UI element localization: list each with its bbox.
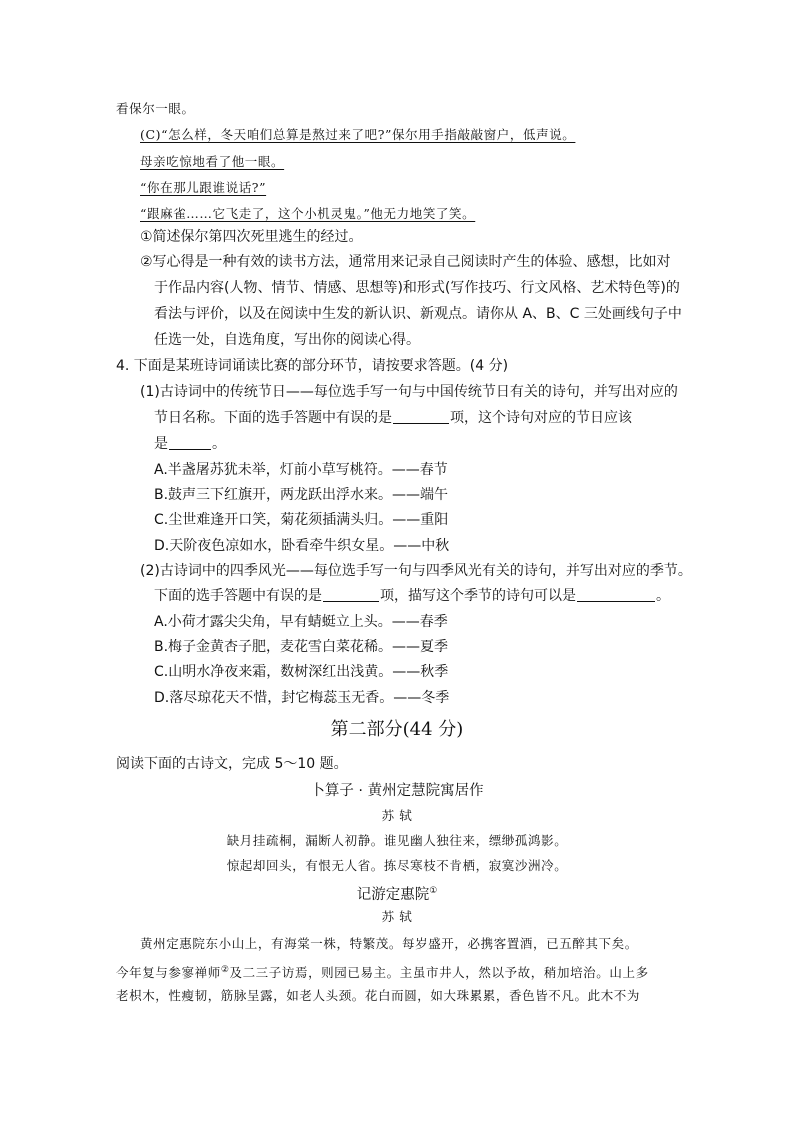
question-4-stem: 4. 下面是某班诗词诵读比赛的部分环节，请按要求答题。(4 分) bbox=[116, 358, 509, 374]
passage-underlined-c-line: (C)“怎么样，冬天咱们总算是熬过来了吧?”保尔用手指敲敲窗户，低声说。 bbox=[140, 127, 576, 142]
prose-line: 黄州定惠院东小山上，有海棠一株，特繁茂。每岁盛开，必携客置酒，已五醉其下矣。 bbox=[140, 936, 638, 951]
question-text: 下面的选手答题中有误的是 bbox=[154, 588, 322, 604]
passage-underlined-line: “你在那儿跟谁说话?” bbox=[140, 180, 267, 195]
question-text: 。 bbox=[212, 436, 226, 452]
prose-line bbox=[116, 961, 649, 982]
footnote-marker: ① bbox=[429, 886, 438, 896]
answer-blank[interactable] bbox=[393, 409, 449, 424]
option-a: A.小荷才露尖尖角，早有蜻蜓立上头。——春季 bbox=[154, 614, 448, 630]
question-text: 节日名称。下面的选手答题中有误的是 bbox=[154, 410, 392, 426]
option-b: B.鼓声三下红旗开，两龙跃出浮水来。——端午 bbox=[154, 487, 449, 503]
question-3-sub-2-line: 看法与评价，以及在阅读中生发的新认识、新观点。请你从 A、B、C 三处画线句子中 bbox=[154, 306, 682, 322]
question-4-part-1-line bbox=[154, 409, 632, 427]
question-text: 。 bbox=[656, 588, 670, 604]
question-3-sub-1: ①简述保尔第四次死里逃生的经过。 bbox=[140, 229, 363, 245]
question-3-sub-2-line: 于作品内容(人物、情节、情感、思想等)和形式(写作技巧、行文风格、艺术特色等)的 bbox=[154, 280, 680, 296]
question-text: 项，描写这个季节的诗句可以是 bbox=[380, 588, 576, 604]
passage-underlined-line: “跟麻雀……它飞走了，这个小机灵鬼。”他无力地笑了笑。 bbox=[140, 206, 476, 221]
question-text: 项，这个诗句对应的节日应该 bbox=[450, 410, 632, 426]
question-text: 是 bbox=[154, 436, 168, 452]
question-3-sub-2-line: 任选一处，自选角度，写出你的阅读心得。 bbox=[154, 332, 420, 348]
prose-author: 苏 轼 bbox=[381, 909, 413, 924]
question-4-part-2-line bbox=[154, 587, 670, 605]
prose-line: 老枳木，性瘦韧，筋脉呈露，如老人头颈。花白而圆，如大珠累累，香色皆不凡。此木不为 bbox=[116, 988, 641, 1003]
option-d: D.落尽琼花天不惜，封它梅蕊玉无香。——冬季 bbox=[154, 690, 450, 706]
passage-line: 看保尔一眼。 bbox=[116, 101, 195, 116]
prose-title bbox=[0, 882, 794, 904]
poem-line: 惊起却回头，有恨无人省。拣尽寒枝不肯栖，寂寞沙洲冷。 bbox=[226, 858, 568, 873]
section-heading: 第二部分(44 分) bbox=[330, 719, 464, 740]
reading-instructions: 阅读下面的古诗文，完成 5～10 题。 bbox=[116, 756, 348, 772]
option-d: D.天阶夜色凉如水，卧看牵牛织女星。——中秋 bbox=[154, 538, 450, 554]
poem-line: 缺月挂疏桐，漏断人初静。谁见幽人独往来，缥缈孤鸿影。 bbox=[226, 833, 568, 848]
poem-author: 苏 轼 bbox=[381, 808, 413, 823]
prose-text: 及二三子访焉，则园已易主。主虽市井人，然以予故，稍加培治。山上多 bbox=[229, 965, 649, 981]
answer-blank[interactable] bbox=[323, 587, 379, 602]
option-b: B.梅子金黄杏子肥，麦花雪白菜花稀。——夏季 bbox=[154, 639, 449, 655]
question-4-part-1-line bbox=[154, 435, 226, 453]
prose-title-text: 记游定惠院 bbox=[356, 886, 430, 903]
prose-text: 今年复与参寥禅师 bbox=[116, 965, 221, 981]
question-4-part-1-line: (1)古诗词中的传统节日——每位选手写一句与中国传统节日有关的诗句，并写出对应的 bbox=[140, 384, 678, 400]
option-c: C.尘世难逢开口笑，菊花须插满头归。——重阳 bbox=[154, 512, 449, 528]
question-3-sub-2-line: ②写心得是一种有效的读书方法，通常用来记录自己阅读时产生的体验、感想，比如对 bbox=[140, 254, 671, 270]
question-4-part-2-line: (2)古诗词中的四季风光——每位选手写一句与四季风光有关的诗句，并写出对应的季节。 bbox=[140, 563, 692, 579]
answer-blank[interactable] bbox=[169, 435, 211, 450]
option-a: A.半盏屠苏犹未举，灯前小草写桃符。——春节 bbox=[154, 462, 448, 478]
option-c: C.山明水净夜来霜，数树深红出浅黄。——秋季 bbox=[154, 664, 449, 680]
passage-underlined-line: 母亲吃惊地看了他一眼。 bbox=[140, 154, 285, 169]
poem-title: 卜算子 · 黄州定慧院寓居作 bbox=[310, 783, 484, 799]
footnote-marker: ② bbox=[220, 965, 230, 975]
answer-blank[interactable] bbox=[577, 587, 655, 602]
